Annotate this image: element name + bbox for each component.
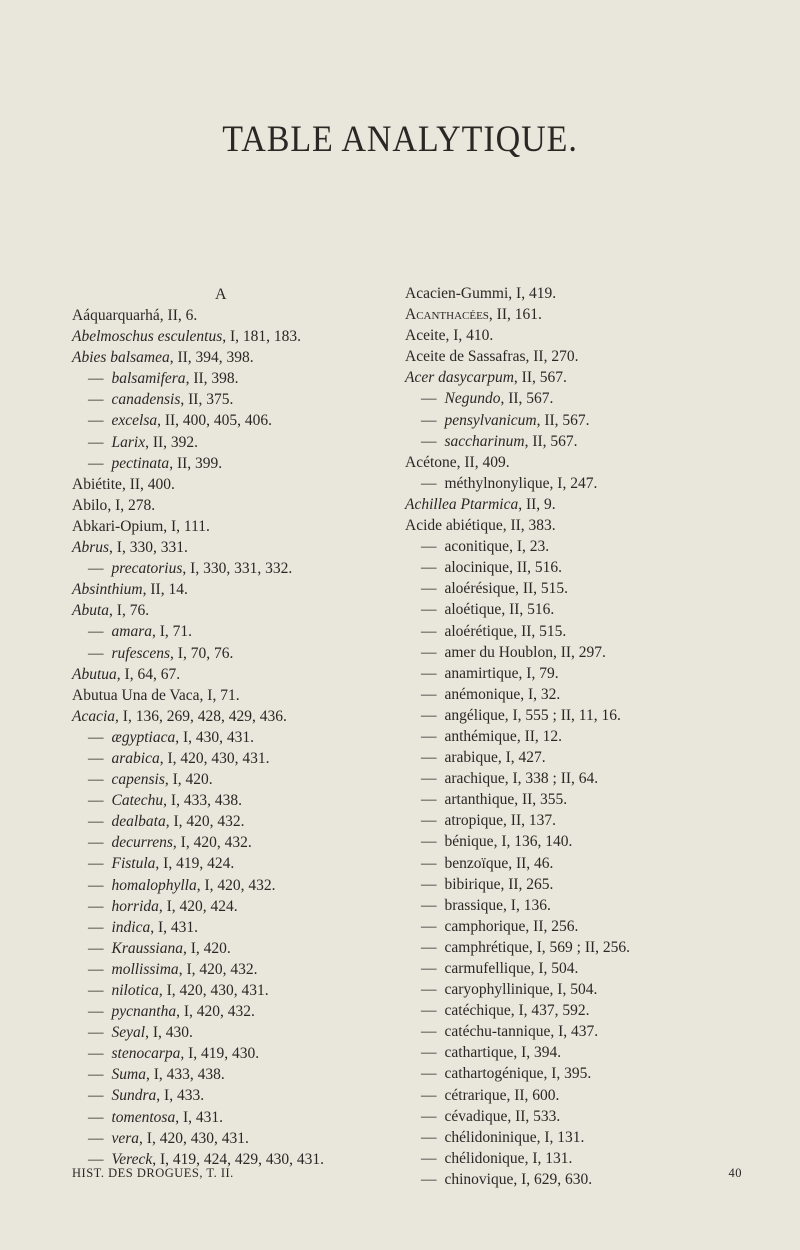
index-entry bbox=[405, 536, 740, 557]
index-entry bbox=[405, 937, 740, 958]
entry-references: , I, 420, 430, 431. bbox=[139, 1129, 249, 1147]
index-entry bbox=[72, 790, 397, 811]
entry-term: tomentosa bbox=[111, 1108, 176, 1126]
entry-references: , I, 79. bbox=[518, 664, 559, 682]
entry-references: , I, 420, 432. bbox=[176, 1003, 255, 1021]
entry-references: , I, 629, 630. bbox=[513, 1170, 593, 1188]
index-entry bbox=[405, 473, 740, 494]
entry-term: Aceite bbox=[405, 327, 446, 345]
index-entry bbox=[405, 1169, 740, 1190]
entry-term: chinovique bbox=[444, 1170, 514, 1188]
entry-term: arachique bbox=[444, 770, 505, 788]
entry-term: Abutua bbox=[72, 665, 117, 683]
entry-references: , I, 64, 67. bbox=[116, 665, 181, 683]
entry-references: , II, 515. bbox=[513, 622, 567, 640]
entry-term: homalophylla bbox=[111, 876, 197, 894]
entry-references: , I, 420, 424. bbox=[158, 897, 238, 915]
entry-references: , I, 395. bbox=[543, 1065, 592, 1083]
index-entry bbox=[405, 1021, 740, 1042]
entry-references: , II, 137. bbox=[503, 812, 556, 830]
entry-references: , I, 430. bbox=[145, 1024, 193, 1042]
entry-term: canadensis bbox=[111, 391, 181, 409]
index-entry bbox=[72, 474, 397, 495]
index-entry bbox=[72, 748, 397, 769]
entry-term: Fistula bbox=[111, 855, 156, 873]
entry-term: anamirtique bbox=[444, 664, 519, 682]
entry-references: , I, 419. bbox=[508, 285, 557, 302]
entry-references: , I, 71. bbox=[151, 623, 193, 641]
index-entry bbox=[72, 621, 397, 642]
entry-term: nilotica bbox=[111, 982, 159, 999]
entry-references: , II, 398. bbox=[185, 370, 239, 388]
index-entry bbox=[405, 304, 740, 325]
entry-references: , I, 420, 432. bbox=[178, 960, 258, 978]
entry-references: , I, 330, 331. bbox=[109, 539, 188, 557]
entry-references: , I, 330, 331, 332. bbox=[182, 560, 293, 578]
index-entry bbox=[405, 1148, 740, 1169]
entry-term: amer du Houblon bbox=[444, 643, 553, 661]
entry-references: , II, 600. bbox=[506, 1086, 560, 1104]
entry-term: Acanthacées bbox=[405, 306, 489, 324]
entry-references: , II, 567. bbox=[524, 432, 578, 450]
entry-references: , I, 433, 438. bbox=[163, 792, 242, 810]
index-entry bbox=[72, 410, 397, 431]
entry-term: arabica bbox=[111, 749, 160, 767]
entry-references: , I, 419, 430. bbox=[180, 1045, 260, 1063]
entry-term: Abiétite bbox=[72, 475, 122, 493]
entry-term: Acide abiétique bbox=[405, 517, 503, 535]
index-entry bbox=[72, 1128, 397, 1149]
index-entry bbox=[405, 494, 740, 515]
entry-term: Vereck bbox=[111, 1150, 153, 1168]
entry-term: camphorique bbox=[444, 917, 526, 935]
entry-references: , I, 555 ; II, 11, 16. bbox=[504, 706, 621, 724]
index-entry bbox=[72, 389, 397, 410]
index-entry bbox=[405, 853, 740, 874]
index-entry bbox=[72, 811, 397, 832]
entry-term: anémonique bbox=[444, 685, 521, 703]
index-entry bbox=[405, 705, 740, 726]
entry-references: , I, 136. bbox=[503, 896, 551, 914]
entry-references: , II, 394, 398. bbox=[169, 349, 254, 367]
index-entry bbox=[405, 557, 740, 578]
entry-references: , I, 420. bbox=[164, 771, 213, 789]
entry-term: Aáquarquarhá bbox=[72, 307, 160, 324]
entry-references: , I, 136, 269, 428, 429, 436. bbox=[115, 707, 287, 725]
entry-term: cévadique bbox=[444, 1107, 508, 1125]
index-entry bbox=[72, 326, 397, 347]
entry-term: Kraussiana bbox=[111, 939, 183, 957]
index-entry bbox=[405, 1063, 740, 1084]
entry-references: , II, 256. bbox=[525, 917, 579, 935]
entry-references: , I, 430, 431. bbox=[175, 728, 255, 746]
entry-term: brassique bbox=[444, 896, 504, 914]
entry-term: cathartique bbox=[444, 1044, 514, 1062]
entry-term: Catechu bbox=[111, 792, 164, 810]
entry-term: rufescens bbox=[111, 644, 171, 662]
index-entry bbox=[405, 1106, 740, 1127]
entry-term: Absinthium bbox=[72, 581, 143, 599]
entry-references: , II, 355. bbox=[514, 791, 568, 809]
entry-references: , II, 409. bbox=[456, 453, 510, 471]
entry-term: anthémique bbox=[444, 727, 517, 745]
index-entry bbox=[72, 685, 397, 706]
entry-list-left bbox=[72, 305, 397, 1170]
entry-references: , II, 392. bbox=[145, 433, 199, 451]
entry-references: , II, 567. bbox=[513, 369, 567, 387]
entry-term: Abkari-Opium bbox=[72, 517, 164, 535]
index-entry bbox=[405, 283, 740, 304]
index-entry bbox=[72, 727, 397, 748]
entry-term: Sundra bbox=[111, 1087, 157, 1105]
entry-term: Acétone bbox=[405, 453, 457, 471]
index-entry bbox=[405, 642, 740, 663]
index-entry bbox=[72, 875, 397, 896]
entry-term: pensylvanicum bbox=[444, 411, 537, 429]
index-entry bbox=[405, 1042, 740, 1063]
index-entry bbox=[72, 579, 397, 600]
index-entry bbox=[405, 410, 740, 431]
index-entry bbox=[405, 599, 740, 620]
entry-references: , II, 14. bbox=[142, 581, 188, 599]
entry-term: Abrus bbox=[72, 539, 110, 557]
printer-signature: HIST. DES DROGUES, T. II. bbox=[72, 1166, 234, 1180]
entry-references: , I, 433, 438. bbox=[145, 1066, 225, 1084]
index-entry bbox=[405, 684, 740, 705]
entry-term: cathartogénique bbox=[444, 1065, 544, 1083]
entry-term: benzoïque bbox=[444, 854, 509, 872]
entry-term: artanthique bbox=[444, 791, 515, 809]
index-entry bbox=[405, 831, 740, 852]
entry-term: Aceite de Sassafras bbox=[405, 348, 526, 366]
index-entry bbox=[72, 432, 397, 453]
entry-references: , I, 181, 183. bbox=[222, 328, 302, 346]
entry-term: aloérésique bbox=[444, 580, 516, 598]
index-entry bbox=[405, 768, 740, 789]
entry-term: saccharinum bbox=[444, 432, 525, 450]
index-entry bbox=[405, 452, 740, 473]
entry-references: , II, 265. bbox=[500, 875, 554, 893]
entry-term: Abuta bbox=[72, 602, 110, 620]
index-entry bbox=[72, 769, 397, 790]
entry-term: capensis bbox=[111, 771, 165, 789]
entry-references: , I, 338 ; II, 64. bbox=[504, 770, 599, 788]
entry-term: aloérétique bbox=[444, 622, 514, 640]
entry-term: mollissima bbox=[111, 960, 179, 978]
entry-term: aconitique bbox=[444, 538, 510, 556]
entry-references: , II, 533. bbox=[507, 1107, 561, 1125]
entry-term: Abilo bbox=[72, 496, 108, 514]
index-entry bbox=[405, 325, 740, 346]
entry-references: , I, 504. bbox=[549, 981, 598, 999]
index-entry bbox=[72, 832, 397, 853]
entry-term: méthylnonylique bbox=[444, 474, 550, 492]
entry-references: , I, 394. bbox=[513, 1044, 562, 1062]
index-entry bbox=[72, 1022, 397, 1043]
index-entry bbox=[405, 916, 740, 937]
entry-references: , I, 569 ; II, 256. bbox=[528, 938, 631, 956]
entry-references: , I, 419, 424, 429, 430, 431. bbox=[152, 1150, 325, 1168]
entry-references: , I, 431. bbox=[175, 1108, 224, 1126]
index-entry bbox=[405, 726, 740, 747]
entry-references: , I, 131. bbox=[536, 1128, 585, 1146]
entry-references: , I, 136, 140. bbox=[493, 833, 573, 851]
entry-term: catéchu-tannique bbox=[444, 1023, 551, 1041]
entry-references: , I, 437, 592. bbox=[510, 1002, 590, 1020]
index-entry bbox=[72, 664, 397, 685]
sheet-number: 40 bbox=[728, 1166, 742, 1180]
entry-references: , I, 247. bbox=[549, 474, 598, 492]
entry-term: balsamifera bbox=[111, 370, 186, 388]
entry-term: dealbata bbox=[111, 813, 166, 831]
entry-references: , II, 400, 405, 406. bbox=[157, 412, 273, 430]
index-entry bbox=[72, 558, 397, 579]
entry-references: , I, 70, 76. bbox=[170, 644, 234, 662]
entry-references: , II, 567. bbox=[500, 390, 554, 408]
index-entry bbox=[405, 747, 740, 768]
index-entry bbox=[72, 1043, 397, 1064]
index-entry bbox=[405, 1000, 740, 1021]
index-entry bbox=[72, 347, 397, 368]
entry-references: , II, 297. bbox=[552, 643, 606, 661]
entry-references: , I, 420, 430, 431. bbox=[158, 982, 269, 999]
index-entry bbox=[405, 1127, 740, 1148]
entry-term: cétrarique bbox=[444, 1086, 507, 1104]
entry-references: , I, 420, 432. bbox=[172, 834, 252, 852]
entry-references: , I, 131. bbox=[524, 1149, 573, 1167]
index-entry bbox=[405, 367, 740, 388]
entry-term: Acacien-Gummi bbox=[405, 285, 509, 302]
entry-references: , II, 161. bbox=[488, 306, 542, 324]
entry-term: atropique bbox=[444, 812, 504, 830]
entry-references: , II, 6. bbox=[159, 307, 198, 324]
index-entry bbox=[405, 810, 740, 831]
entry-references: , I, 420, 430, 431. bbox=[159, 749, 270, 767]
entry-references: , II, 46. bbox=[508, 854, 554, 872]
entry-term: Abies balsamea bbox=[72, 349, 170, 367]
entry-term: vera bbox=[111, 1129, 140, 1147]
index-entry bbox=[72, 453, 397, 474]
entry-term: angélique bbox=[444, 706, 505, 724]
entry-term: horrida bbox=[111, 897, 159, 915]
entry-list-right bbox=[405, 283, 740, 1190]
entry-term: camphrétique bbox=[444, 938, 529, 956]
index-entry bbox=[405, 874, 740, 895]
entry-term: Larix bbox=[111, 433, 146, 451]
index-entry bbox=[405, 346, 740, 367]
entry-references: , I, 71. bbox=[199, 686, 240, 704]
entry-term: Abelmoschus esculentus bbox=[72, 328, 223, 346]
entry-references: , II, 400. bbox=[121, 475, 175, 493]
entry-references: , I, 76. bbox=[109, 602, 150, 620]
entry-references: , I, 420, 432. bbox=[165, 813, 245, 831]
entry-term: indica bbox=[111, 918, 151, 936]
entry-term: Suma bbox=[111, 1066, 146, 1084]
entry-term: alocinique bbox=[444, 559, 510, 577]
entry-references: , I, 278. bbox=[107, 496, 156, 514]
index-entry bbox=[405, 895, 740, 916]
entry-term: pectinata bbox=[111, 454, 170, 472]
index-entry bbox=[72, 917, 397, 938]
index-entry bbox=[405, 979, 740, 1000]
index-entry bbox=[72, 368, 397, 389]
entry-term: Seyal bbox=[111, 1024, 146, 1042]
entry-term: Abutua Una de Vaca bbox=[72, 686, 200, 704]
entry-term: chélidonique bbox=[444, 1149, 525, 1167]
entry-references: , II, 9. bbox=[518, 495, 556, 513]
entry-references: , II, 516. bbox=[509, 559, 563, 577]
index-entry bbox=[405, 621, 740, 642]
index-entry bbox=[72, 643, 397, 664]
page-title: TABLE ANALYTIQUE. bbox=[222, 119, 578, 160]
entry-references: , I, 431. bbox=[150, 918, 199, 936]
entry-references: , I, 504. bbox=[530, 960, 579, 977]
index-entry bbox=[72, 1085, 397, 1106]
entry-term: excelsa bbox=[111, 412, 158, 430]
entry-references: , I, 420. bbox=[183, 939, 231, 957]
entry-term: amara bbox=[111, 623, 152, 641]
entry-references: , I, 420, 432. bbox=[196, 876, 276, 894]
entry-references: , I, 23. bbox=[509, 538, 550, 556]
index-entry bbox=[405, 663, 740, 684]
index-entry bbox=[72, 600, 397, 621]
entry-term: carmufellique bbox=[444, 960, 531, 977]
entry-references: , I, 410. bbox=[445, 327, 494, 345]
entry-term: decurrens bbox=[111, 834, 173, 852]
index-entry bbox=[72, 305, 397, 326]
index-entry bbox=[72, 1107, 397, 1128]
index-entry bbox=[72, 896, 397, 917]
entry-term: bibirique bbox=[444, 875, 501, 893]
entry-references: , II, 567. bbox=[536, 411, 590, 429]
entry-term: Acacia bbox=[72, 707, 116, 725]
entry-term: Acer dasycarpum bbox=[405, 369, 514, 387]
index-entry bbox=[405, 958, 740, 979]
entry-references: , II, 12. bbox=[516, 727, 563, 745]
entry-references: , I, 427. bbox=[497, 749, 546, 767]
index-entry bbox=[72, 959, 397, 980]
entry-term: Achillea Ptarmica bbox=[405, 495, 519, 513]
entry-references: , II, 516. bbox=[501, 601, 555, 619]
entry-term: bénique bbox=[444, 833, 494, 851]
entry-term: ægyptiaca bbox=[111, 728, 176, 746]
index-entry bbox=[405, 431, 740, 452]
entry-references: , I, 111. bbox=[163, 517, 210, 535]
entry-references: , II, 383. bbox=[502, 517, 556, 535]
index-entry bbox=[72, 537, 397, 558]
entry-references: , II, 515. bbox=[515, 580, 569, 598]
entry-references: , I, 32. bbox=[520, 685, 561, 703]
index-entry bbox=[405, 388, 740, 409]
index-entry bbox=[72, 938, 397, 959]
entry-term: Negundo bbox=[444, 390, 501, 408]
index-entry bbox=[72, 516, 397, 537]
index-entry bbox=[405, 789, 740, 810]
entry-term: catéchique bbox=[444, 1002, 511, 1020]
section-letter: A bbox=[215, 286, 227, 303]
entry-term: arabique bbox=[444, 749, 498, 767]
index-entry bbox=[72, 1064, 397, 1085]
entry-references: , I, 433. bbox=[156, 1087, 205, 1105]
index-entry bbox=[405, 1085, 740, 1106]
entry-references: , II, 399. bbox=[169, 454, 223, 472]
index-entry bbox=[405, 578, 740, 599]
index-entry bbox=[72, 853, 397, 874]
entry-references: , II, 375. bbox=[180, 391, 234, 409]
entry-term: precatorius bbox=[111, 560, 183, 578]
index-entry bbox=[72, 495, 397, 516]
index-entry bbox=[72, 706, 397, 727]
entry-term: stenocarpa bbox=[111, 1045, 181, 1063]
entry-term: pycnantha bbox=[111, 1003, 177, 1021]
index-entry bbox=[405, 515, 740, 536]
index-entry bbox=[72, 980, 397, 1001]
entry-term: caryophyllinique bbox=[444, 981, 550, 999]
entry-term: chélidoninique bbox=[444, 1128, 537, 1146]
entry-term: aloétique bbox=[444, 601, 502, 619]
entry-references: , I, 437. bbox=[550, 1023, 599, 1041]
index-entry bbox=[72, 1001, 397, 1022]
entry-references: , I, 419, 424. bbox=[155, 855, 235, 873]
entry-references: , II, 270. bbox=[525, 348, 579, 366]
